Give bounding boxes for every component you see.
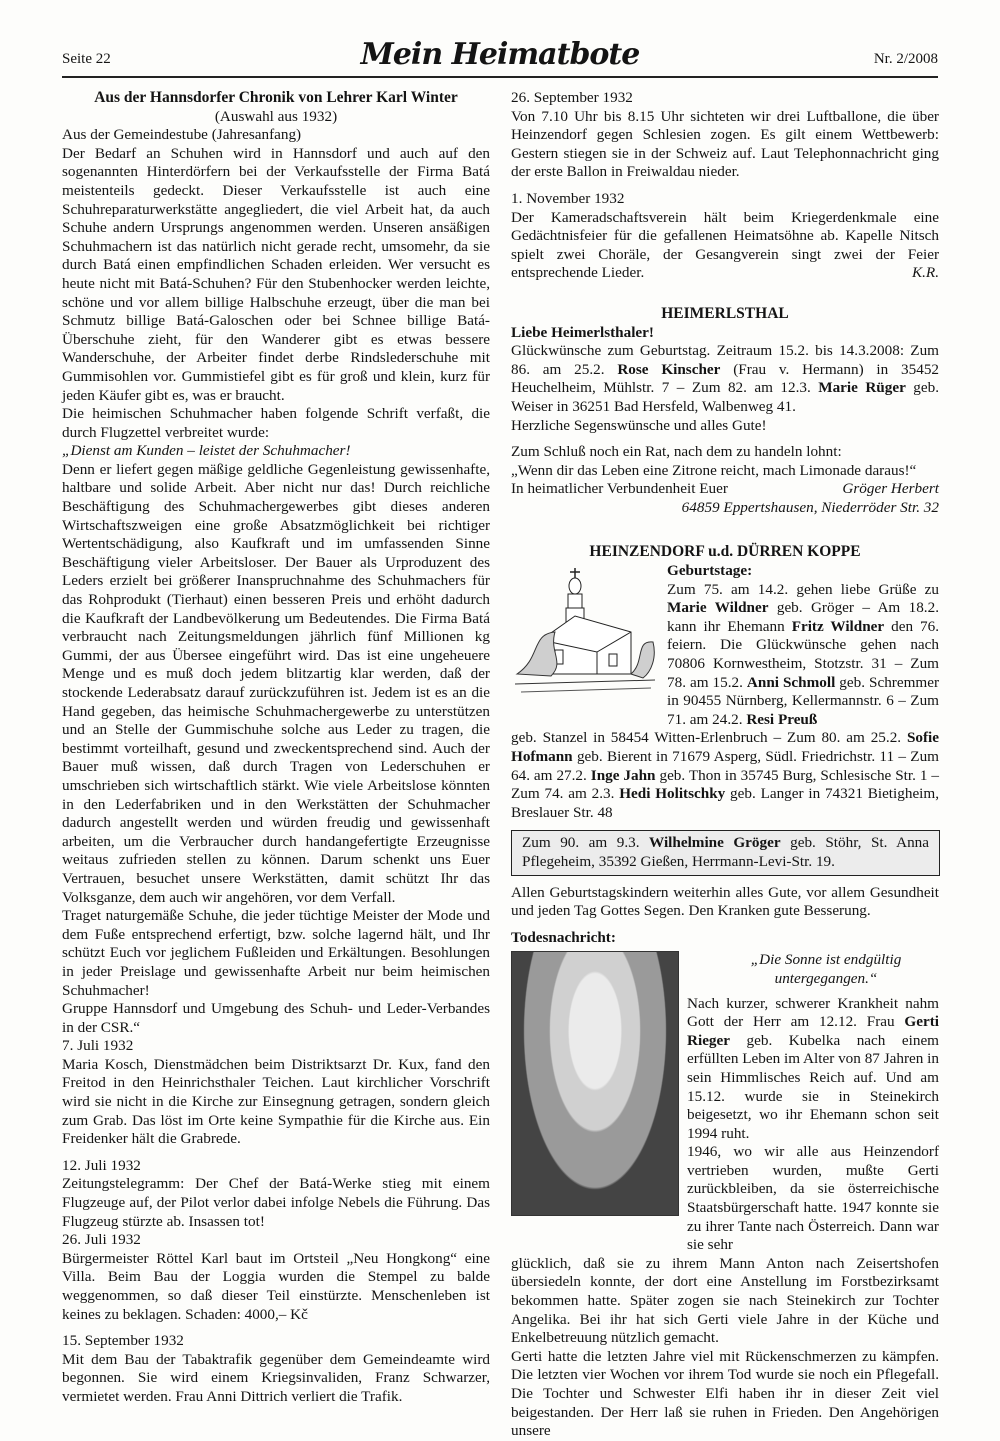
obituary-quote: „Die Sonne ist endgültig untergegangen.“ bbox=[750, 951, 902, 987]
paragraph: Der Bedarf an Schuhen wird in Hannsdorf und auch auf den sogenannten Hinterdörfern bei der Verkaufsstelle der Firma Batá meistenteils gedeckt. Dieser Verkaufsstelle ist auch eine Schuhreparaturwerkstätte angegliedert, die viel Arbeit hat, da auch Schuhe andern Ursprungs angenommen werden. Unseren ansäßigen Schuhmachern ist das natürlich nicht gerade recht, umsomehr, da sie durch Batá einen empfindlichen Schaden erleiden. Wer versucht es heute nicht mit Batá-Schuhen? Für den Stubenhocker werden leichte, schöne und vor allem billige Halbschuhe erzeugt, über die man bei Schmutz billige Batá-Galoschen oder bei Schnee billige Batá-Überschuhe zieht, für den Wanderer gibt es etwas bessere Wanderschuhe, der Arbeiter findet derbe Rindslederschuhe mit Gummisohlen vor. Gummistiefel gibt es für groß und klein, kurz für jeden Käufer gibt es, was er braucht. bbox=[62, 144, 490, 404]
greeting: Liebe Heimerlsthaler! bbox=[511, 323, 654, 341]
section-heading-heimerlsthal: HEIMERLSTHAL bbox=[661, 304, 789, 322]
birthday-block bbox=[511, 562, 939, 729]
paragraph: Gruppe Hannsdorf und Umgebung des Schuh- und Leder-Verbandes in der CSR.“ bbox=[62, 1000, 490, 1036]
paragraph: Bürgermeister Röttel Karl baut im Ortsteil „Neu Hongkong“ eine Villa. Beim Bau der Loggia wurden die Stempel zu balde weggenommen, so daß dieser Teil einstürzte. Menschenleben ist keines zu beklagen. Schaden: 4000,– Kč bbox=[62, 1249, 490, 1323]
paragraph: Glückwünsche zum Geburtstag. Zeitraum 15.2. bis 14.3.2008: Zum 86. am 25.2. Rose Kinscher (Frau v. Hermann) in 35452 Heuchelheim, Mühlstr. 7 – Zum 82. am 12.3. Marie Rüger geb. Weiser in 36251 Bad Hersfeld, Walbenweg 41. bbox=[511, 342, 940, 415]
person-name: Anni Schmoll bbox=[746, 673, 836, 691]
person-name: Wilhelmine Gröger bbox=[649, 834, 781, 852]
signature-line: In heimatlicher Verbundenheit Euer Gröger Herbert bbox=[511, 480, 939, 498]
person-name: Gerti Rieger bbox=[687, 1013, 939, 1049]
paragraph: Die heimischen Schuhmacher haben folgende Schrift verfaßt, die durch Flugzettel verbreitet wurde: bbox=[62, 405, 490, 441]
left-column bbox=[62, 89, 490, 1407]
person-name: Inge Jahn bbox=[590, 766, 656, 784]
paragraph: 1946, wo wir alle aus Heinzendorf vertrieben wurden, mußte Gerti zurückbleiben, da sie österreichische Staatsbürgerschaft hatte. 1947 konnte sie zu ihrer Tante nach Österreich. Dann war sie sehr bbox=[687, 1143, 939, 1254]
date-heading: 26. Juli 1932 bbox=[62, 1231, 141, 1249]
paragraph: Zeitungstelegramm: Der Chef der Batá-Werke stieg mit einem Flugzeuge auf, der Pilot verlor dabei infolge Nebels die Führung. Das Flugzeug stürzte ab. Insassen tot! bbox=[62, 1175, 490, 1230]
paragraph: Aus der Gemeindestube (Jahresanfang) bbox=[62, 126, 302, 144]
article-subtitle: (Auswahl aus 1932) bbox=[214, 107, 338, 125]
obituary-block bbox=[511, 947, 939, 1255]
paragraph: Gerti hatte die letzten Jahre viel mit Rückenschmerzen zu kämpfen. Die letzten vier Wochen vor ihrem Tod wurde sie noch ein Pflegefall. Die Tochter und Schwester Elfi haben ihr in dieser Zeit viel beigestanden. Der Herr laß sie ruhen in Frieden. Den Angehörigen unsere bbox=[511, 1347, 939, 1440]
paragraph: Maria Kosch, Dienstmädchen beim Distriktsarzt Dr. Kux, fand den Freitod in den Heinrichsthaler Teichen. Laut kirchlicher Vorschrift wird sie nicht in die Kirche zur Einsegnung getragen, sondern gleich zum Grab. Das löst im Orte keine Sympathie für die Kirche aus. Ein Freidenker hält die Grabrede. bbox=[62, 1055, 490, 1148]
person-name: Hedi Holitschky bbox=[619, 785, 726, 803]
paragraph: Der Kameradschaftsverein hält beim Kriegerdenkmale eine Gedächtnisfeier für die gefallenen Heimatsöhne ab. Kapelle Nitsch spielt zwei Choräle, der Gesangverein singt zwei der Feier entsprechende Lieder. K.R. bbox=[511, 208, 939, 282]
quote-line: „Dienst am Kunden – leistet der Schuhmacher! bbox=[62, 442, 351, 460]
church-illustration-icon bbox=[511, 562, 659, 702]
paragraph: Denn er liefert gegen mäßige geldliche Gegenleistung gewissenhafte, haltbare und solide Arbeit. Aber nicht nur das! Durch reichliche Beschäftigung des Schuhmachergewerbes gibt dieses anderen Wirtschaftszweigen eine große Absatzmöglichkeit bei richtiger Wertentschädigung, also Kaufkraft und im umfassenden Sinne Beschäftigung vieler Arbeitsloser. Der Bauer als Urproduzent des Leders erzielt bei größerer Inanspruchnahme des Schuhmachers für das Rohprodukt (Tierhaut) einen besseren Preis und erhöht dadurch die Kaufkraft der Landbevölkerung um Bedeutendes. Die Firma Batá verbraucht nach Zeitungsmeldungen jährlich fünf Millionen kg Gummi, der aus Übersee eingeführt wird. Das ist eine ungeheuere Menge und es muß doch jedem blitzartig klar werden, daß der stockende Lederabsatz darauf zurückzuführen ist. Jedem ist es an die Hand gegeben, das heimische Schuhmachergewerbe zu unterstützen und an Stelle der Gummischuhe solche aus Leder zu tragen, die bestimmt vorteilhaft, gesund und zweckentsprechend sind. Auch der Bauer muß wissen, daß durch Tragen von Lederschuhen er umschrieben sich wirtschaftlich stärkt. Wie viele Arbeitslose könnten in den Lederfabriken und in den Werkstätten der Schuhmacher dadurch angestellt werden und würden freudig und gewissenhaft arbeiten, um die Verbraucher durch handangefertigte Erzeugnisse weitaus zufrieden stellen zu können. Darum schenkt uns Euer Vertrauen, besuchet unsere Werkstätten, damit schützt Ihr das Volksganze, dem auch wir angehören, vor dem Verfall. bbox=[62, 460, 490, 906]
paragraph: Traget naturgemäße Schuhe, die jeder tüchtige Meister der Mode und dem Fuße entsprechend erfertigt, bzw. solche lagernd hält, und Ihr schützt Euch vor jeglichem Fußleiden und Erkältungen. Besohlungen in jeder Preislage und gewissenhafte Arbeit nur beim heimischen Schuhmacher! bbox=[62, 907, 490, 999]
paragraph: Zum 75. am 14.2. gehen liebe Grüße zu Marie Wildner geb. Gröger – Am 18.2. kann ihr Ehemann Fritz Wildner den 76. feiern. Die Glückwünsche gehen nach 70806 Kornwestheim, Stotzstr. 31 – Zum 78. am 15.2. Anni Schmoll geb. Schremmer in 90455 Nürnberg, Kellermannstr. 6 – Zum 71. am 24.2. Resi Preuß bbox=[667, 580, 940, 728]
date-heading: 26. September 1932 bbox=[511, 89, 633, 106]
paragraph: Herzliche Segenswünsche und alles Gute! bbox=[511, 416, 767, 434]
author-address: 64859 Eppertshausen, Niederröder Str. 32 bbox=[681, 498, 939, 516]
date-heading: 15. September 1932 bbox=[62, 1332, 184, 1350]
paragraph: Allen Geburtstagskindern weiterhin alles Gute, vor allem Gesundheit und jeden Tag Gottes Segen. Den Kranken gute Besserung. bbox=[511, 883, 939, 920]
signature: K.R. bbox=[911, 264, 939, 282]
right-column bbox=[511, 89, 939, 1441]
obituary-heading: Todesnachricht: bbox=[511, 928, 616, 946]
highlight-box: Zum 90. am 9.3. Wilhelmine Gröger geb. Stöhr, St. Anna Pflegeheim, 35392 Gießen, Herrmann-Levi-Str. 19. bbox=[511, 830, 940, 875]
section-heading-heinzendorf: HEINZENDORF u.d. DÜRREN KOPPE bbox=[589, 543, 861, 561]
paragraph: Zum Schluß noch ein Rat, nach dem zu handeln lohnt: bbox=[511, 443, 842, 461]
person-name: Marie Wildner bbox=[667, 599, 769, 617]
birthday-heading: Geburtstage: bbox=[667, 562, 753, 580]
author-name: Gröger Herbert bbox=[842, 480, 939, 498]
article-title: Aus der Hannsdorfer Chronik von Lehrer Karl Winter bbox=[94, 89, 458, 106]
paragraph: Nach kurzer, schwerer Krankheit nahm Gott der Herr am 12.12. Frau Gerti Rieger geb. Kubelka nach einem erfüllten Leben im Alter von 87 Jahren in sein Himmlisches Reich auf. Und am 15.12. wurde sie in Steinekirch beigesetzt, wo ihr Ehemann schon seit 1994 ruht. bbox=[687, 994, 939, 1142]
page-number: Seite 22 bbox=[62, 51, 111, 67]
person-name: Marie Rüger bbox=[818, 379, 906, 397]
person-name: Sofie Hofmann bbox=[511, 729, 940, 765]
masthead-logo: Mein Heimatbote bbox=[360, 37, 640, 72]
issue-number: Nr. 2/2008 bbox=[873, 51, 938, 67]
paragraph: Mit dem Bau der Tabaktrafik gegenüber dem Gemeindeamte wird begonnen. Sie wird einem Kriegsinvaliden, Franz Schwarzer, vermietet werden. Frau Anni Dittrich verliert die Trafik. bbox=[62, 1350, 490, 1405]
date-heading: 7. Juli 1932 bbox=[62, 1037, 134, 1055]
date-heading: 12. Juli 1932 bbox=[62, 1156, 141, 1174]
person-name: Fritz Wildner bbox=[791, 617, 885, 635]
person-name: Rose Kinscher bbox=[617, 360, 721, 378]
paragraph: geb. Stanzel in 58454 Witten-Erlenbruch – Zum 80. am 25.2. Sofie Hofmann geb. Bierent in 71679 Asperg, Südl. Friedrichstr. 11 – Zum 64. am 27.2. Inge Jahn geb. Thon in 35745 Burg, Schlesische Str. 1 – Zum 74. am 2.3. Hedi Holitschky geb. Langer in 74321 Bietigheim, Breslauer Str. 48 bbox=[511, 729, 940, 821]
paragraph: glücklich, daß sie zu ihrem Mann Anton nach Zeisertshofen übersiedeln konnte, der dort eine Anstellung im Forstbezirksamt bekommen hatte. Später zogen sie nach Steinekirch zur Tochter Angelika. Bei ihr hat sich Gerti viele Jahre in der Küche und Enkelbetreuung nützlich gemacht. bbox=[511, 1254, 939, 1347]
paragraph: Von 7.10 Uhr bis 8.15 Uhr sichteten wir drei Luftballone, die über Heinzendorf gegen Schlesien zogen. Es gilt einem Wettbewerb: Gestern stiegen sie in der Schweiz auf. Laut Telephonnachricht ging der erste Ballon in Freiwaldau nieder. bbox=[511, 107, 939, 181]
page-header bbox=[62, 36, 938, 78]
date-heading: 1. November 1932 bbox=[511, 189, 625, 207]
paragraph: „Wenn dir das Leben eine Zitrone reicht, mach Limonade daraus!“ bbox=[511, 461, 917, 479]
person-name: Resi Preuß bbox=[746, 710, 818, 728]
portrait-photo bbox=[511, 951, 679, 1216]
